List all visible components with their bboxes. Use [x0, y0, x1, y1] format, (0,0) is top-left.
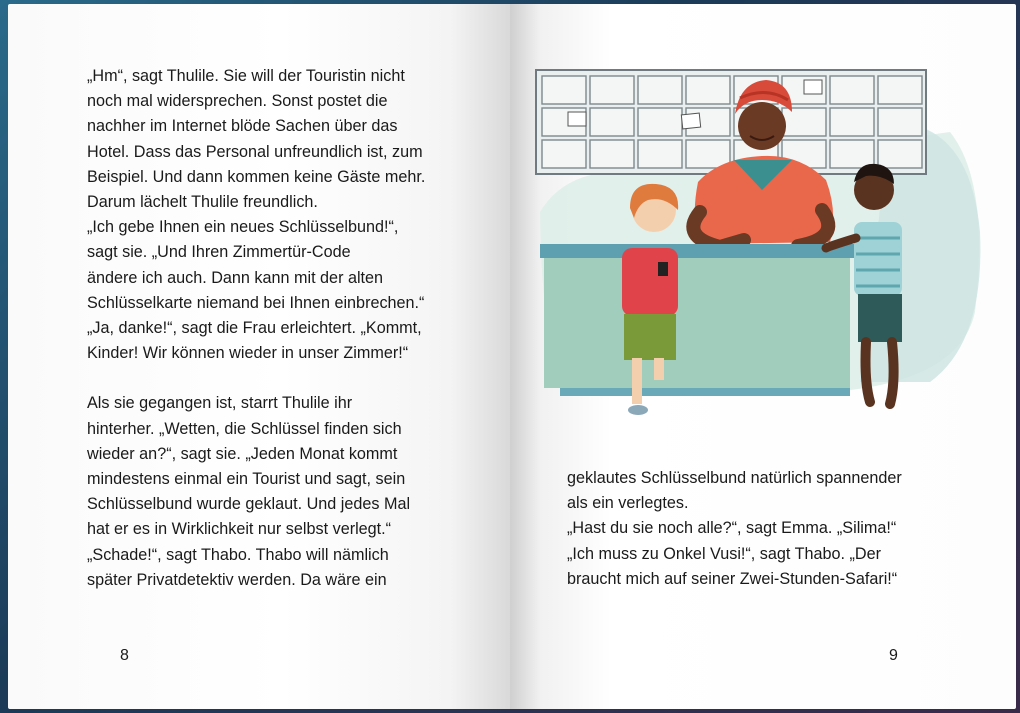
- right-page: [510, 4, 1016, 709]
- left-page-text: [87, 64, 425, 593]
- text-line: Schlüsselkarte niemand bei Ihnen einbrechen.“: [87, 293, 425, 312]
- text-line: Kinder! Wir können wieder in unser Zimmer!“: [87, 344, 409, 363]
- text-line: Darum lächelt Thulile freundlich.: [87, 192, 318, 211]
- key-cabinet: [536, 70, 926, 174]
- text-line: Schlüsselbund wurde geklaut. Und jedes Mal: [87, 495, 411, 514]
- text-line: geklautes Schlüsselbund natürlich spannender: [567, 469, 902, 487]
- text-line: noch mal widersprechen. Sonst postet die: [87, 92, 388, 111]
- text-line: „Ich muss zu Onkel Vusi!“, sagt Thabo. „Der: [567, 544, 881, 563]
- right-page-text: [567, 466, 902, 592]
- page-number: 8: [120, 647, 129, 664]
- text-line: „Schade!“, sagt Thabo. Thabo will nämlich: [87, 545, 389, 564]
- text-line: „Ja, danke!“, sagt die Frau erleichtert. „Kommt,: [87, 318, 422, 337]
- text-line: nachher im Internet blöde Sachen über das: [87, 117, 398, 136]
- hotel-reception-illustration: [530, 62, 990, 418]
- text-line: Hotel. Dass das Personal unfreundlich ist, zum: [87, 142, 423, 161]
- text-line: hinterher. „Wetten, die Schlüssel finden sich: [87, 419, 402, 438]
- text-line: mindestens einmal ein Tourist und sagt, sein: [87, 470, 406, 488]
- text-line: Als sie gegangen ist, starrt Thulile ihr: [87, 394, 353, 413]
- text-line: wieder an?“, sagt sie. „Jeden Monat kommt: [87, 444, 398, 463]
- text-line: „Hm“, sagt Thulile. Sie will der Touristin nicht: [87, 67, 405, 85]
- paragraph-gap: [87, 366, 425, 391]
- page-number: 9: [889, 647, 898, 664]
- text-line: sagt sie. „Und Ihren Zimmertür-Code: [87, 243, 351, 262]
- left-page: [8, 4, 510, 709]
- text-line: ändere ich auch. Dann kann mit der alten: [87, 268, 384, 287]
- text-line: „Ich gebe Ihnen ein neues Schlüsselbund!“,: [87, 218, 399, 237]
- text-line: als ein verlegtes.: [567, 494, 689, 513]
- text-line: braucht mich auf seiner Zwei-Stunden-Safari!“: [567, 569, 898, 588]
- open-book: [8, 4, 1016, 709]
- text-line: „Hast du sie noch alle?“, sagt Emma. „Silima!“: [567, 519, 897, 538]
- text-line: später Privatdetektiv werden. Da wäre ein: [87, 570, 387, 589]
- text-line: Beispiel. Und dann kommen keine Gäste mehr.: [87, 167, 426, 186]
- reception-counter: [540, 244, 860, 396]
- text-line: hat er es in Wirklichkeit nur selbst verlegt.“: [87, 520, 392, 539]
